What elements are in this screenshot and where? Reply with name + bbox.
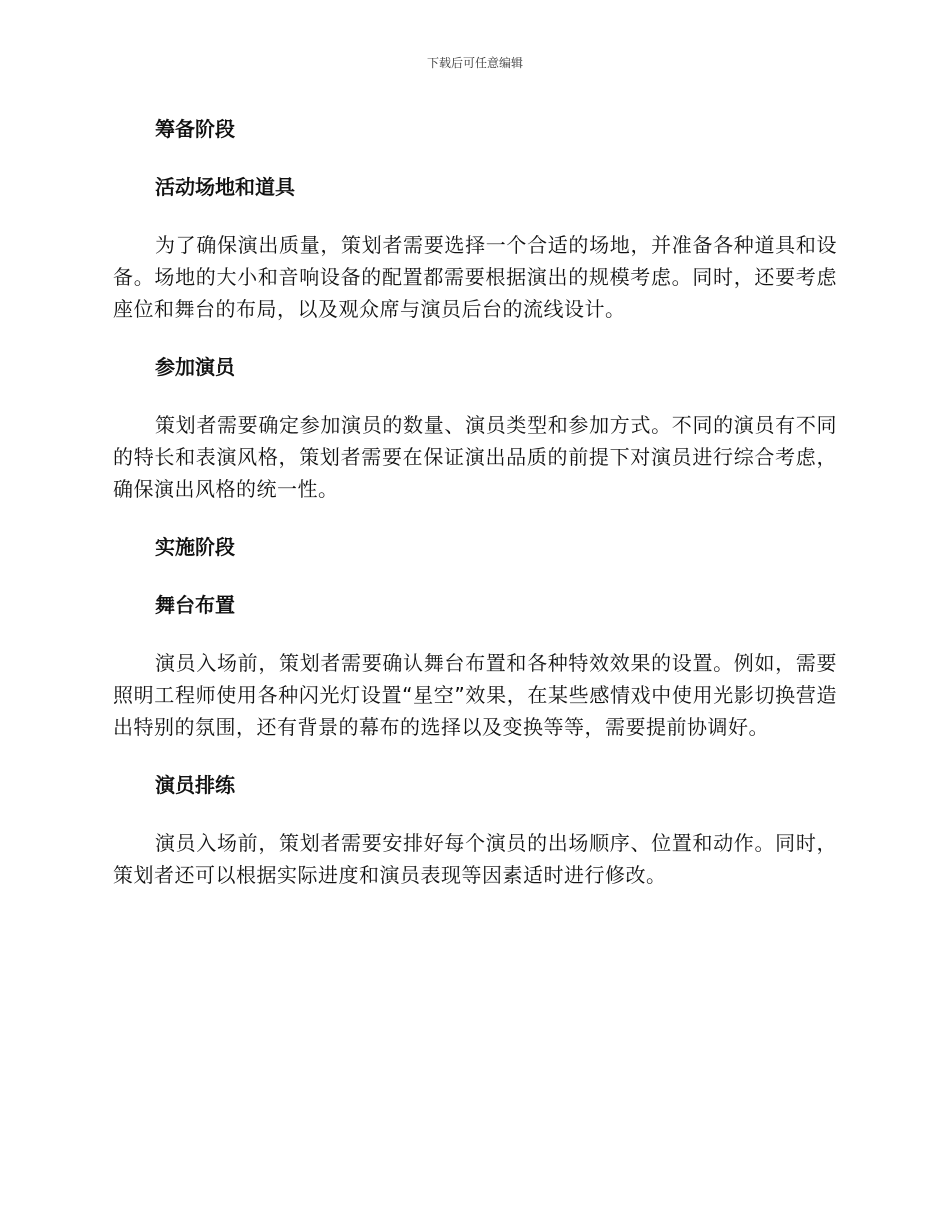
document-body (113, 113, 837, 917)
paragraph-performers: 策划者需要确定参加演员的数量、演员类型和参加方式。不同的演员有不同的特长和表演风格，策划者需要在保证演出品质的前提下对演员进行综合考虑，确保演出风格的统一性。 (113, 413, 837, 501)
paragraph-rehearsal: 演员入场前，策划者需要安排好每个演员的出场顺序、位置和动作。同时，策划者还可以根据实际进度和演员表现等因素适时进行修改。 (113, 831, 837, 887)
section-heading-preparation: 筹备阶段 (155, 117, 235, 141)
subheading-rehearsal: 演员排练 (155, 773, 235, 797)
subheading-stage-setup: 舞台布置 (155, 593, 235, 617)
subheading-performers: 参加演员 (155, 355, 235, 379)
page-header-note: 下载后可任意编辑 (426, 56, 523, 70)
section-heading-implementation: 实施阶段 (155, 535, 235, 559)
paragraph-venue-props: 为了确保演出质量，策划者需要选择一个合适的场地，并准备各种道具和设备。场地的大小和音响设备的配置都需要根据演出的规模考虑。同时，还要考虑座位和舞台的布局，以及观众席与演员后台的流线设计。 (113, 233, 837, 321)
subheading-venue-props: 活动场地和道具 (155, 175, 295, 199)
paragraph-stage-setup: 演员入场前，策划者需要确认舞台布置和各种特效效果的设置。例如，需要照明工程师使用各种闪光灯设置“星空”效果，在某些感情戏中使用光影切换营造出特别的氛围，还有背景的幕布的选择以及变换等等，需要提前协调好。 (113, 651, 837, 739)
